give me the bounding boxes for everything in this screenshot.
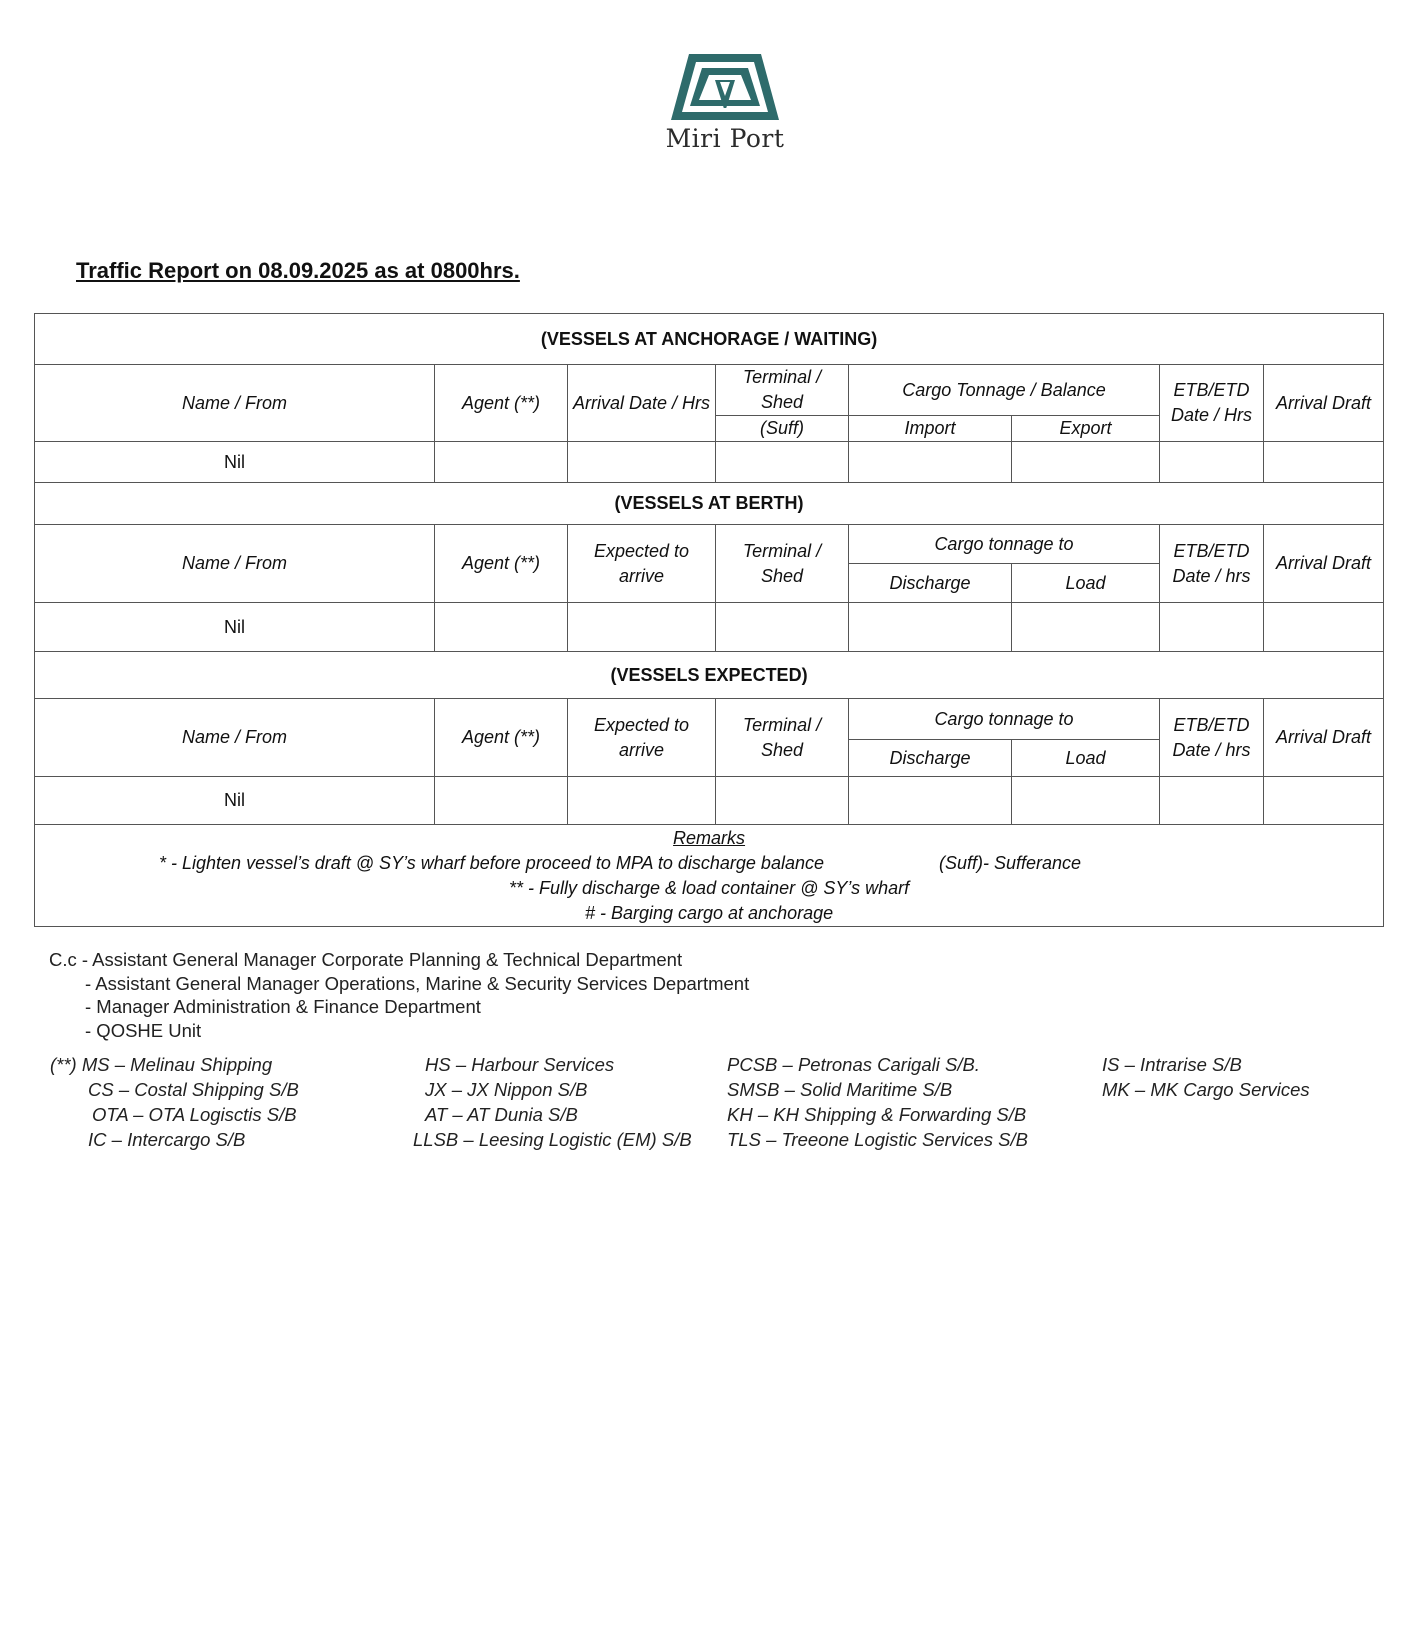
col-name-from: Name / From — [35, 365, 435, 442]
col-cargo-tonnage: Cargo tonnage to — [849, 699, 1160, 740]
agent-entry: IS – Intrarise S/B — [1102, 1054, 1242, 1075]
expected-heading: (VESSELS EXPECTED) — [35, 652, 1384, 699]
miri-port-logo — [660, 50, 790, 160]
expected-header-row — [35, 699, 1384, 740]
report-title: Traffic Report on 08.09.2025 as at 0800hrs. — [76, 258, 520, 283]
agent-entry: LLSB – Leesing Logistic (EM) S/B — [413, 1129, 692, 1150]
table-row — [35, 777, 1384, 825]
cell-empty — [1012, 442, 1160, 483]
agent-entry: MK – MK Cargo Services — [1102, 1079, 1310, 1100]
col-expected-arrive: Expected to arrive — [568, 525, 716, 603]
col-arrival-date: Arrival Date / Hrs — [568, 365, 716, 442]
agent-entry: AT – AT Dunia S/B — [425, 1104, 578, 1125]
cell-empty — [849, 603, 1012, 652]
cell-empty — [1264, 442, 1384, 483]
cell-empty — [1012, 603, 1160, 652]
col-cargo-tonnage: Cargo tonnage to — [849, 525, 1160, 564]
agent-entry: JX – JX Nippon S/B — [425, 1079, 588, 1100]
miri-port-emblem-icon — [669, 50, 781, 122]
agent-entry: HS – Harbour Services — [425, 1054, 615, 1075]
berth-header-row — [35, 525, 1384, 564]
col-name-from: Name / From — [35, 699, 435, 777]
agent-entry: OTA – OTA Logisctis S/B — [92, 1104, 297, 1125]
anchorage-section-row — [35, 314, 1384, 365]
remarks-row — [35, 825, 1384, 927]
cell-empty — [716, 777, 849, 825]
berth-heading: (VESSELS AT BERTH) — [35, 483, 1384, 525]
cc-line: - Manager Administration & Finance Department — [85, 996, 481, 1017]
logo-text: Miri Port — [665, 124, 785, 153]
traffic-report-table — [34, 313, 1384, 927]
suff-note: (Suff)- Sufferance — [939, 852, 1082, 873]
agent-legend-col-1 — [50, 1052, 299, 1152]
expected-section-row — [35, 652, 1384, 699]
col-terminal-shed: Terminal / Shed — [716, 365, 849, 416]
cell-name: Nil — [35, 603, 435, 652]
col-suff: (Suff) — [716, 416, 849, 442]
col-etb-etd: ETB/ETD Date / hrs — [1160, 699, 1264, 777]
cell-empty — [849, 777, 1012, 825]
agent-entry: KH – KH Shipping & Forwarding S/B — [727, 1104, 1027, 1125]
agent-entry: IC – Intercargo S/B — [88, 1129, 246, 1150]
agent-entry: TLS – Treeone Logistic Services S/B — [727, 1129, 1028, 1150]
cc-list — [49, 948, 749, 1042]
agent-legend-col-3 — [727, 1052, 1028, 1152]
cc-line: - Assistant General Manager Operations, Marine & Security Services Department — [85, 972, 750, 994]
anchorage-header-row — [35, 365, 1384, 416]
col-load: Load — [1012, 564, 1160, 603]
col-discharge: Discharge — [849, 564, 1012, 603]
cc-line: C.c - Assistant General Manager Corporate Planning & Technical Department — [49, 949, 683, 970]
cell-empty — [1160, 603, 1264, 652]
agent-entry: CS – Costal Shipping S/B — [88, 1079, 299, 1100]
col-load: Load — [1012, 740, 1160, 777]
cc-line: - QOSHE Unit — [85, 1019, 202, 1041]
cell-empty — [568, 603, 716, 652]
table-row — [35, 442, 1384, 483]
cell-empty — [1012, 777, 1160, 825]
cell-empty — [435, 442, 568, 483]
col-name-from: Name / From — [35, 525, 435, 603]
col-export: Export — [1012, 416, 1160, 442]
agent-entry: SMSB – Solid Maritime S/B — [727, 1079, 953, 1100]
col-terminal-shed: Terminal / Shed — [716, 699, 849, 777]
col-etb-etd: ETB/ETD Date / Hrs — [1160, 365, 1264, 442]
col-arrival-draft: Arrival Draft — [1264, 699, 1384, 777]
col-etb-etd: ETB/ETD Date / hrs — [1160, 525, 1264, 603]
cell-empty — [849, 442, 1012, 483]
col-terminal-shed: Terminal / Shed — [716, 525, 849, 603]
cell-empty — [1160, 777, 1264, 825]
col-agent: Agent (**) — [435, 525, 568, 603]
berth-section-row — [35, 483, 1384, 525]
col-arrival-draft: Arrival Draft — [1264, 525, 1384, 603]
remark-line-3: # - Barging cargo at anchorage — [584, 902, 834, 923]
cell-empty — [1160, 442, 1264, 483]
remark-line-1: * - Lighten vessel’s draft @ SY’s wharf before proceed to MPA to discharge balance — [154, 852, 824, 873]
cell-empty — [1264, 777, 1384, 825]
cell-empty — [435, 777, 568, 825]
cell-empty — [716, 442, 849, 483]
col-agent: Agent (**) — [435, 699, 568, 777]
cell-empty — [568, 777, 716, 825]
col-import: Import — [849, 416, 1012, 442]
remarks-title: Remarks — [673, 827, 746, 848]
col-expected-arrive: Expected to arrive — [568, 699, 716, 777]
anchorage-heading: (VESSELS AT ANCHORAGE / WAITING) — [35, 314, 1384, 365]
agent-legend-col-4 — [1102, 1052, 1310, 1102]
col-agent: Agent (**) — [435, 365, 568, 442]
remarks-cell — [35, 825, 1384, 927]
cell-empty — [716, 603, 849, 652]
col-discharge: Discharge — [849, 740, 1012, 777]
col-cargo-tonnage: Cargo Tonnage / Balance — [849, 365, 1160, 416]
table-row — [35, 603, 1384, 652]
agent-legend-col-2 — [413, 1052, 692, 1152]
cell-empty — [435, 603, 568, 652]
agent-entry: PCSB – Petronas Carigali S/B. — [727, 1054, 980, 1075]
cell-empty — [568, 442, 716, 483]
cell-empty — [1264, 603, 1384, 652]
remark-line-2: ** - Fully discharge & load container @ SY’s wharf — [508, 877, 910, 898]
cell-name: Nil — [35, 442, 435, 483]
cell-name: Nil — [35, 777, 435, 825]
agent-entry: (**) MS – Melinau Shipping — [50, 1054, 273, 1075]
col-arrival-draft: Arrival Draft — [1264, 365, 1384, 442]
